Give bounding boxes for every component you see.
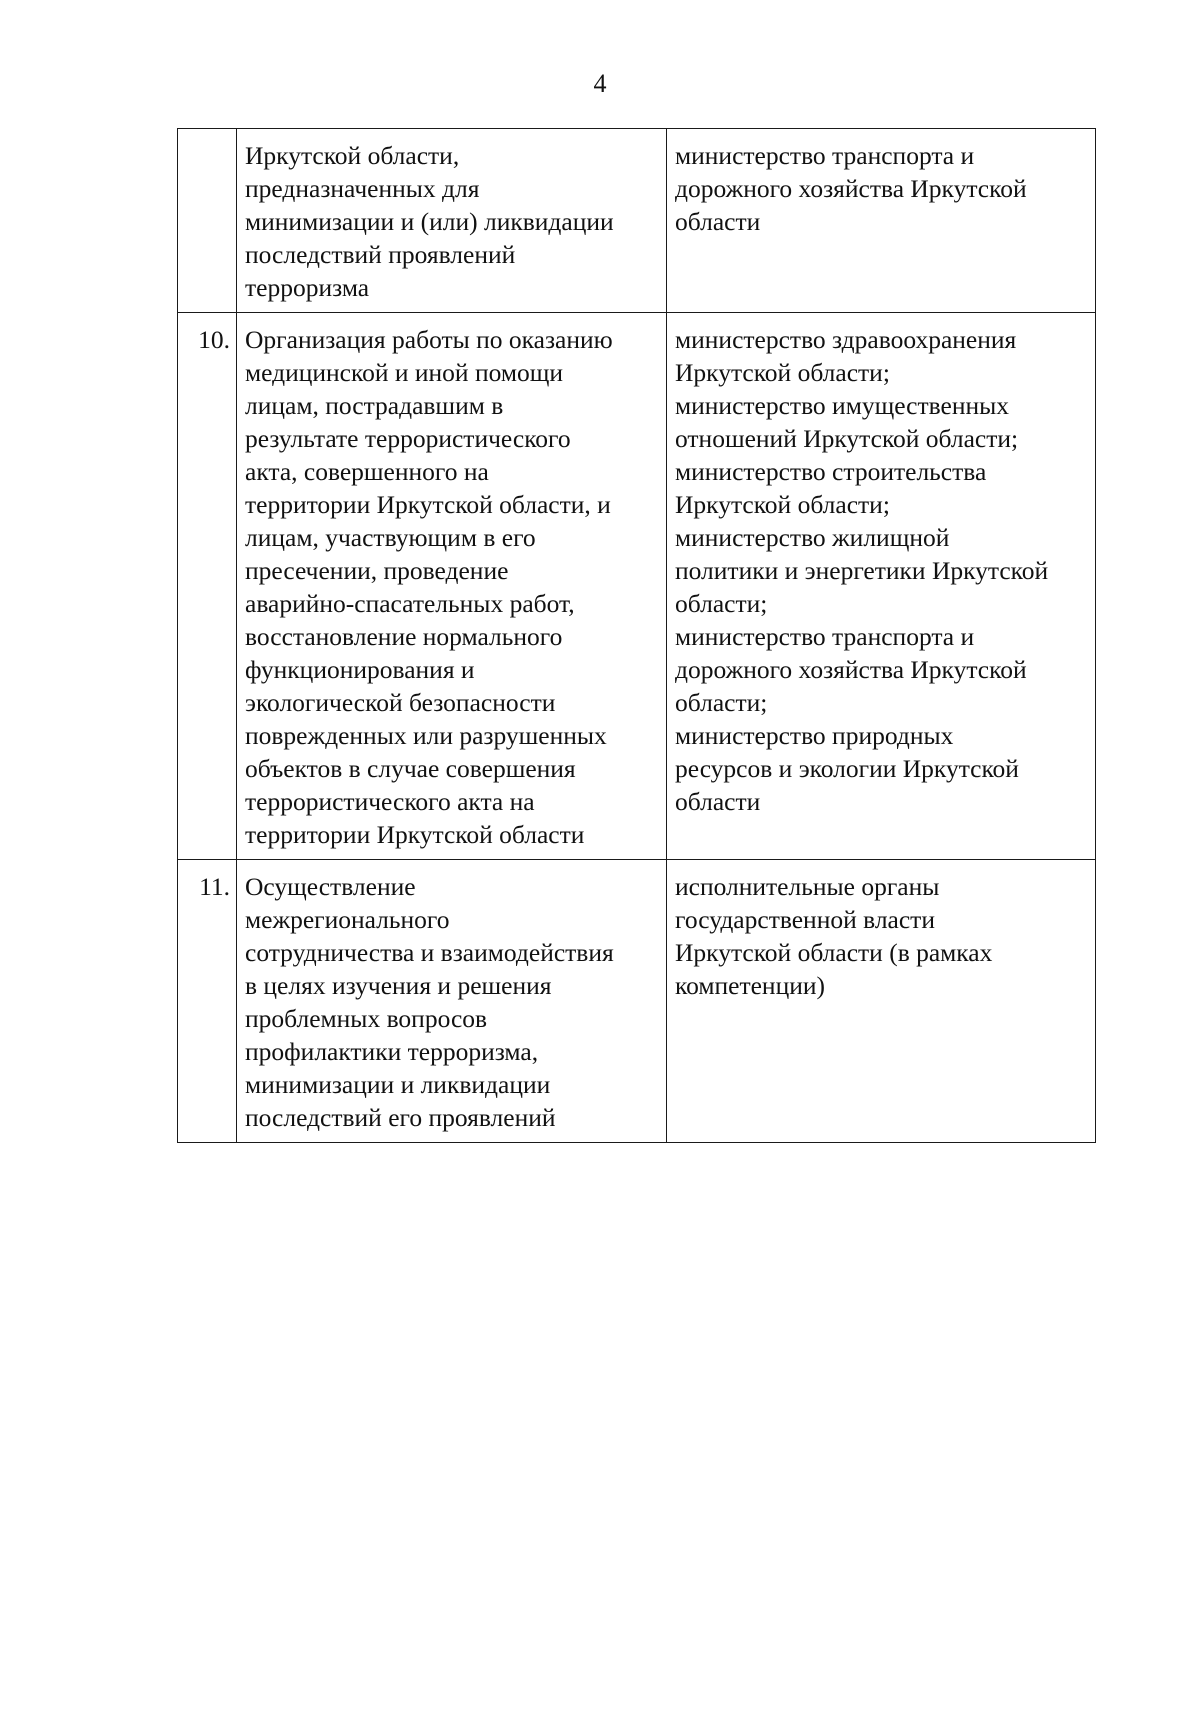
table-row xyxy=(178,860,1096,1143)
responsible-text-line: области xyxy=(675,207,761,236)
responsible-text-line: министерство здравоохранения xyxy=(675,325,1017,354)
action-text-line: результате террористического xyxy=(245,424,571,453)
action-text-line: лицам, пострадавшим в xyxy=(245,391,504,420)
responsible-text-line: политики и энергетики Иркутской xyxy=(675,556,1049,585)
action-text-line: профилактики терроризма, xyxy=(245,1037,539,1066)
measures-table xyxy=(177,128,1096,1143)
action-text-line: лицам, участвующим в его xyxy=(245,523,536,552)
action-text-line: функционирования и xyxy=(245,655,475,684)
action-text-line: в целях изучения и решения xyxy=(245,971,552,1000)
action-text-line: объектов в случае совершения xyxy=(245,754,576,783)
action-text-line: медицинской и иной помощи xyxy=(245,358,564,387)
action-text-line: межрегионального xyxy=(245,905,450,934)
responsible-text-line: Иркутской области; xyxy=(675,358,890,387)
responsible-text-line: дорожного хозяйства Иркутской xyxy=(675,174,1027,203)
responsible-text-line: министерство природных xyxy=(675,721,954,750)
responsible-text-line: министерство транспорта и xyxy=(675,622,975,651)
action-text-line: терроризма xyxy=(245,273,370,302)
action-text-line: предназначенных для xyxy=(245,174,480,203)
action-text-line: Иркутской области, xyxy=(245,141,460,170)
responsible-text-line: государственной власти xyxy=(675,905,935,934)
responsible-cell xyxy=(667,313,1096,860)
page-number: 4 xyxy=(593,69,607,98)
responsible-text-line: министерство жилищной xyxy=(675,523,950,552)
responsible-text-line: Иркутской области (в рамках xyxy=(675,938,993,967)
table-row xyxy=(178,313,1096,860)
responsible-text-line: ресурсов и экологии Иркутской xyxy=(675,754,1019,783)
row-number-cell xyxy=(178,313,237,860)
row-number-cell xyxy=(178,129,237,313)
responsible-text-line: отношений Иркутской области; xyxy=(675,424,1019,453)
action-text-line: минимизации и ликвидации xyxy=(245,1070,551,1099)
row-number-cell xyxy=(178,860,237,1143)
responsible-text-line: министерство имущественных xyxy=(675,391,1010,420)
action-text-line: территории Иркутской области, и xyxy=(245,490,611,519)
row-number: 10. xyxy=(198,325,230,354)
action-text-line: террористического акта на xyxy=(245,787,535,816)
action-text-line: аварийно-спасательных работ, xyxy=(245,589,575,618)
row-number: 11. xyxy=(199,872,230,901)
responsible-text-line: министерство транспорта и xyxy=(675,141,975,170)
responsible-cell xyxy=(667,129,1096,313)
action-text-line: минимизации и (или) ликвидации xyxy=(245,207,614,236)
action-text-line: территории Иркутской области xyxy=(245,820,585,849)
action-text-line: последствий его проявлений xyxy=(245,1103,556,1132)
responsible-text-line: компетенции) xyxy=(675,971,825,1000)
action-text-line: сотрудничества и взаимодействия xyxy=(245,938,614,967)
action-text-line: акта, совершенного на xyxy=(245,457,489,486)
action-text-line: пресечении, проведение xyxy=(245,556,509,585)
action-text-line: восстановление нормального xyxy=(245,622,563,651)
responsible-text-line: области; xyxy=(675,688,768,717)
responsible-cell xyxy=(667,860,1096,1143)
table-row xyxy=(178,129,1096,313)
action-cell xyxy=(237,313,667,860)
action-text-line: проблемных вопросов xyxy=(245,1004,488,1033)
action-text-line: поврежденных или разрушенных xyxy=(245,721,607,750)
action-text-line: Осуществление xyxy=(245,872,416,901)
responsible-text-line: области xyxy=(675,787,761,816)
responsible-text-line: Иркутской области; xyxy=(675,490,890,519)
action-text-line: Организация работы по оказанию xyxy=(245,325,613,354)
table-body xyxy=(178,129,1096,1143)
responsible-text-line: исполнительные органы xyxy=(675,872,940,901)
action-cell xyxy=(237,860,667,1143)
responsible-text-line: дорожного хозяйства Иркутской xyxy=(675,655,1027,684)
action-cell xyxy=(237,129,667,313)
action-text-line: последствий проявлений xyxy=(245,240,516,269)
action-text-line: экологической безопасности xyxy=(245,688,556,717)
responsible-text-line: области; xyxy=(675,589,768,618)
responsible-text-line: министерство строительства xyxy=(675,457,987,486)
